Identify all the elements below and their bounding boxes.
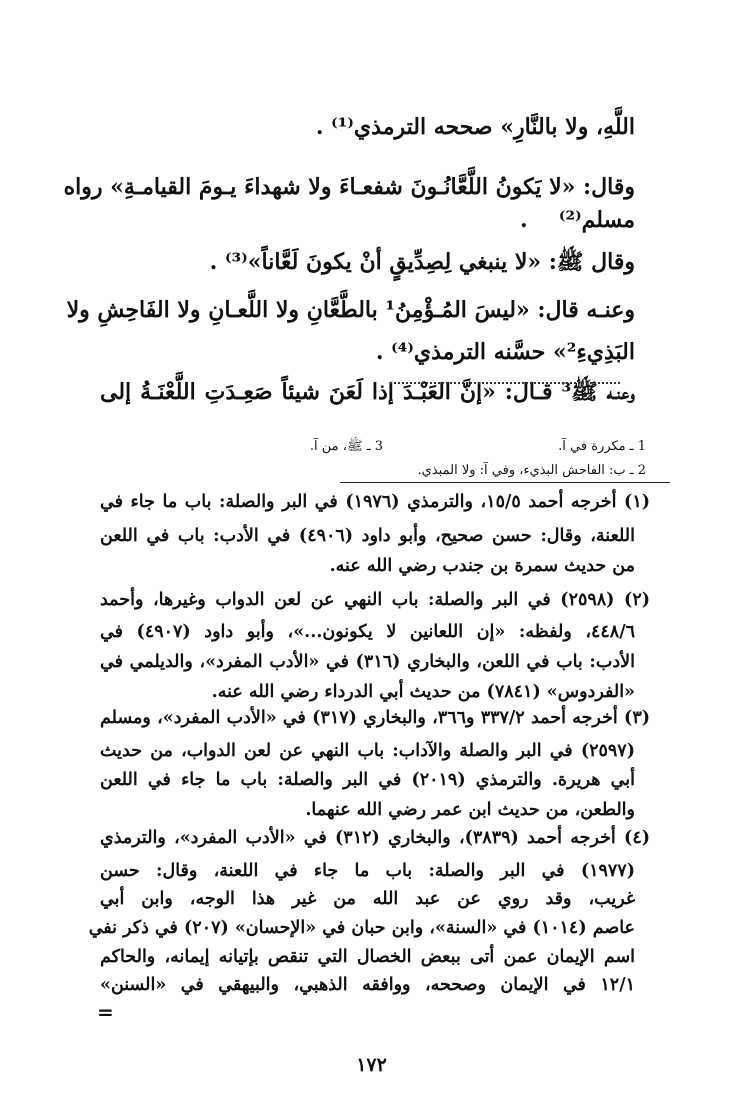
- page-number: ١٧٢: [356, 1054, 387, 1076]
- footnote-line-7: «الفردوس» (٧٨٤١) من حديث أبي الدرداء رضي الله عنه.: [211, 682, 635, 702]
- main-text-line-4: وقال ﷺ: «لا ينبغي لِصِدِّيقٍ أنْ يكونَ لَعَّاناً»⁽³⁾ .: [209, 249, 635, 275]
- footnote-rule: [340, 482, 670, 483]
- footnote-line-15: عاصم (١٠١٤) في «السنة»، وابن حبان في «الإحسان» (٢٠٧) في ذكر نفي: [88, 918, 635, 938]
- main-text-line-5: وعنـه قال: «ليسَ المُـؤْمِنُ¹ بالطَّعَّانِ ولا اللَّعـانِ ولا الفَاحِشِ ولا: [66, 297, 635, 323]
- manuscript-note-1: 1 ـ مكررة في آ.: [558, 439, 646, 454]
- manuscript-note-3: 3 ـ ﷺ، من آ.: [309, 439, 383, 454]
- footnote-line-6: الأدب: باب في اللعن، والبخاري (٣١٦) في «الأدب المفرد»، والديلمي في: [100, 652, 635, 672]
- separator-dots: [390, 382, 620, 384]
- footnote-line-1: (١) أخرجه أحمد ١٥/٥، والترمذي (١٩٧٦) في البر والصلة: باب ما جاء في: [100, 492, 651, 512]
- main-text-line-2: وقال: «لا يَكونُ اللَّعَّانُـونَ شفعـاءَ ولا شهداءَ يـومَ القيامـةِ» رواه: [63, 174, 635, 200]
- main-text-line-1: اللَّهِ، ولا بالنَّارِ» صححه الترمذي⁽¹⁾ .: [315, 114, 635, 140]
- footnote-line-16: اسم الإيمان عمن أتى ببعض الخصال التي تنقص بإتيانه إيمانه، والحاكم: [100, 947, 635, 967]
- footnote-line-2: اللعنة، وقال: حسن صحيح، وأبو داود (٤٩٠٦) في الأدب: باب في اللعن: [100, 526, 635, 546]
- footnote-line-14: غريب، وقد روي عن عبد الله من غير هذا الوجه، وابن أبي: [100, 889, 635, 909]
- continuation-mark: =: [97, 1000, 114, 1024]
- footnote-line-3: من حديث سمرة بن جندب رضي الله عنه.: [329, 556, 635, 576]
- footnote-line-8: (٣) أخرجه أحمد ٣٣٧/٢ و٣٦٦، والبخاري (٣١٧) في «الأدب المفرد»، ومسلم: [100, 708, 650, 728]
- footnote-line-13: (١٩٧٧) في البر والصلة: باب ما جاء في اللعنة، وقال: حسن: [100, 861, 635, 881]
- footnote-line-10: أبي هريرة. والترمذي (٢٠١٩) في البر والصلة: باب ما جاء في اللعن: [100, 770, 635, 790]
- main-text-line-3: مسلم⁽²⁾ .: [520, 207, 635, 233]
- footnote-line-17: ١٢/١ في الإيمان وصححه، ووافقه الذهبي، والبيهقي في «السنن»: [100, 975, 635, 995]
- footnote-line-5: ٤٤٨/٦، ولفظه: «إن اللعانين لا يكونون...»، وأبو داود (٤٩٠٧) في: [100, 622, 635, 642]
- footnote-line-4: (٢) (٢٥٩٨) في البر والصلة: باب النهي عن لعن الدواب وغيرها، وأحمد: [100, 590, 650, 610]
- main-text-line-7: وعنـه ﷺ³ قـال: «إنَّ العَبْـدَ إذا لَعَنَ شيئاً صَعِـدَتِ اللَّعْنَـةُ إلى: [100, 379, 635, 405]
- manuscript-note-2: 2 ـ ب: الفاحش البذيء، وفي آ: ولا المبذي.: [417, 463, 646, 478]
- footnote-line-11: والطعن، من حديث ابن عمر رضي الله عنهما.: [305, 800, 635, 820]
- footnote-line-12: (٤) أخرجه أحمد (٣٨٣٩)، والبخاري (٣١٢) في «الأدب المفرد»، والترمذي: [100, 828, 651, 848]
- main-text-line-6: البَذِيءِ²» حسَّنه الترمذي⁽⁴⁾ .: [375, 339, 635, 365]
- footnote-line-9: (٢٥٩٧) في البر والصلة والآداب: باب النهي عن لعن الدواب، من حديث: [100, 741, 635, 761]
